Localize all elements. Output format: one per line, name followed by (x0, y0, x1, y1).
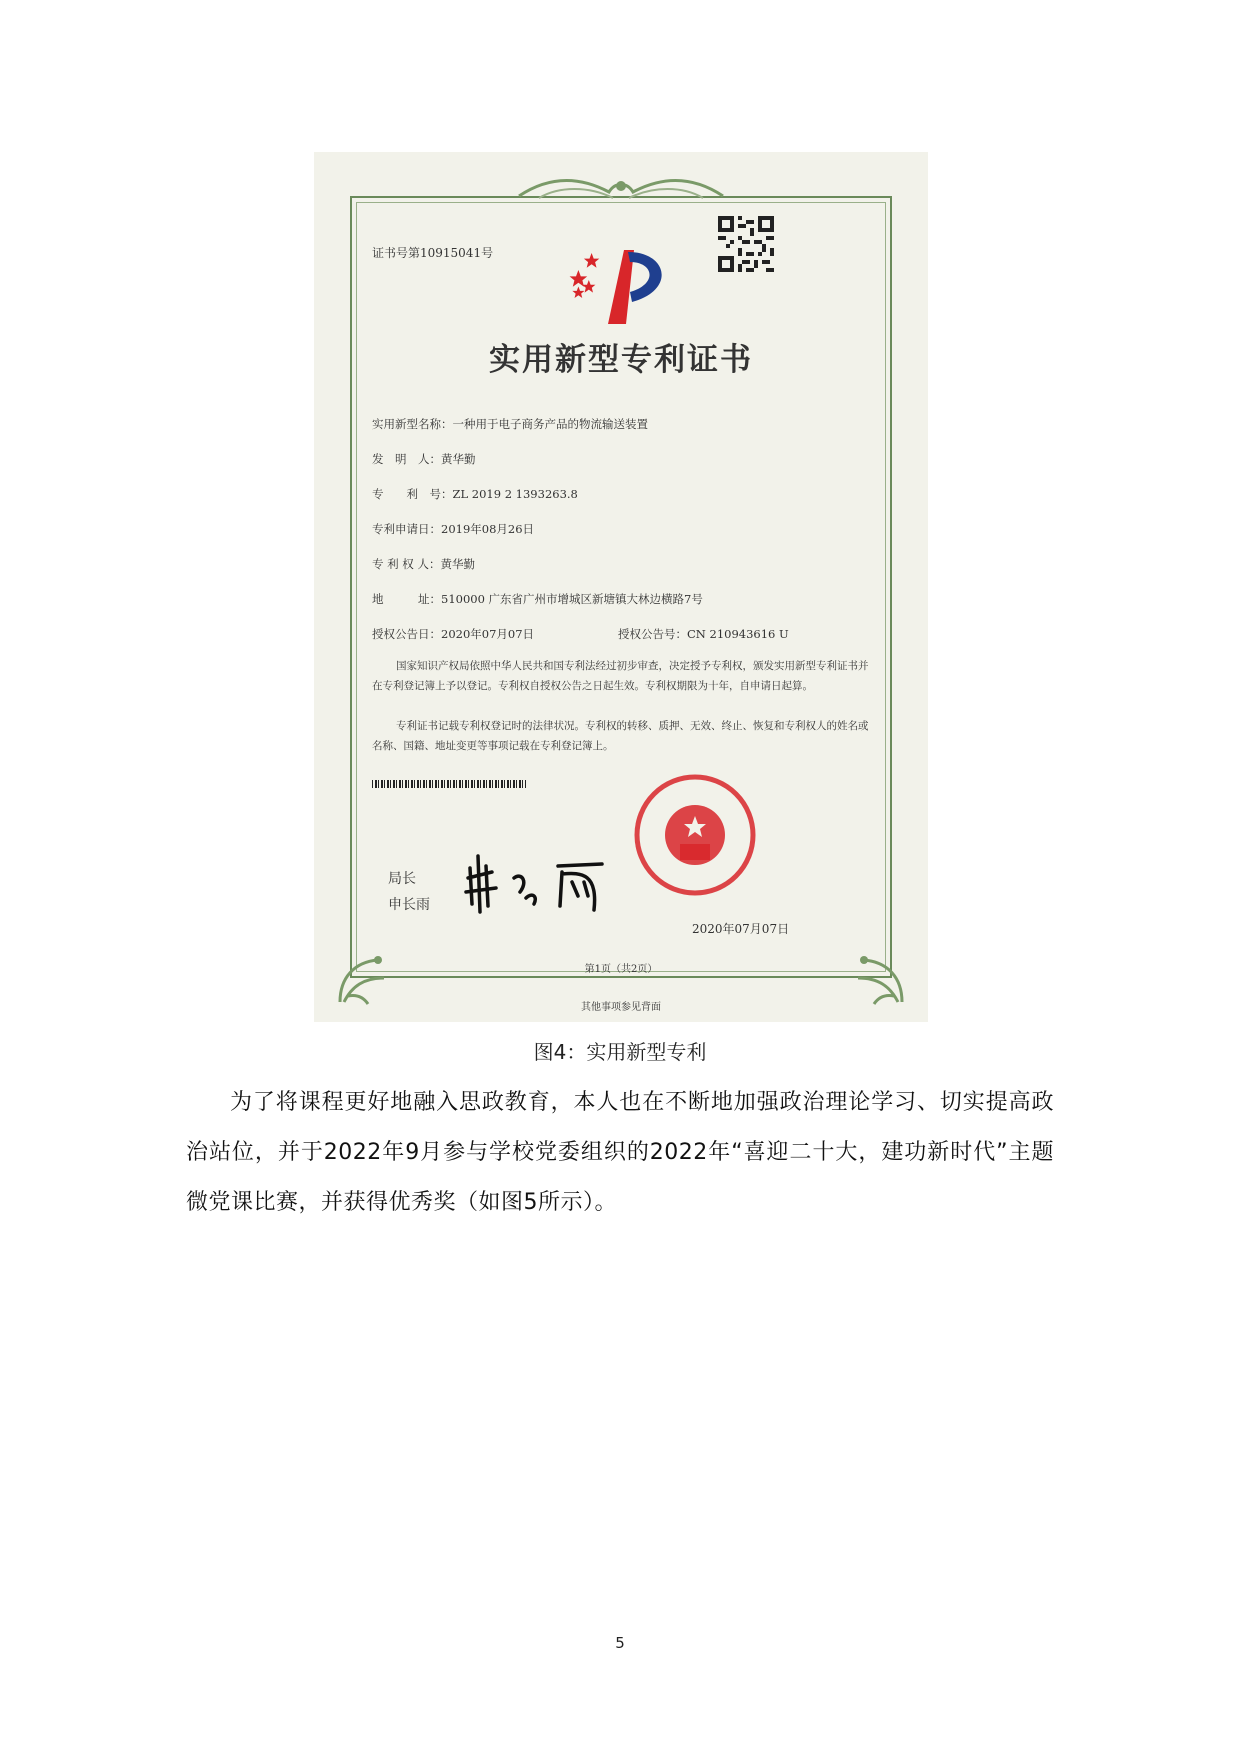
qr-code (718, 216, 774, 272)
signature (462, 848, 612, 918)
certificate-paragraph: 专利证书记载专利权登记时的法律状况。专利权的转移、质押、无效、终止、恢复和专利权人的姓名或名称、国籍、地址变更等事项记载在专利登记簿上。 (372, 720, 869, 752)
grant-number: 授权公告号：CN 210943616 U (618, 627, 789, 641)
field-value: 黄华勤 (441, 452, 476, 466)
field-patentee (372, 556, 475, 572)
field-label: 专 利 权 人： (372, 557, 441, 571)
certificate-paragraph: 国家知识产权局依照中华人民共和国专利法经过初步审查，决定授予专利权，颁发实用新型专利证书并在专利登记簿上予以登记。专利权自授权公告之日起生效。专利权期限为十年，自申请日起算。 (372, 660, 869, 692)
field-label: 地 址： (372, 592, 441, 606)
field-value: 510000 广东省广州市增城区新塘镇大林边横路7号 (441, 592, 703, 606)
field-address (372, 591, 703, 607)
back-note: 其他事项参见背面 (581, 1002, 661, 1013)
official-seal (632, 772, 758, 898)
field-patent-number (372, 486, 578, 502)
body-paragraph: 为了将课程更好地融入思政教育，本人也在不断地加强政治理论学习、切实提高政治站位，并于2022年9月参与学校党委组织的2022年“喜迎二十大，建功新时代”主题微党课比赛，并获得优秀奖（如图5所示）。 (186, 1090, 1054, 1215)
patent-office-logo (568, 246, 680, 326)
patent-certificate-image (314, 152, 928, 1022)
field-label: 专 利 号： (372, 487, 453, 501)
field-inventor (372, 451, 476, 467)
page-number: 5 (615, 1634, 625, 1652)
certificate-number: 证书号第10915041号 (372, 246, 494, 260)
field-label: 实用新型名称： (372, 417, 453, 431)
field-utility-model-name (372, 416, 648, 432)
field-value: 黄华勤 (440, 557, 475, 571)
top-ornament-icon (509, 172, 733, 206)
signatory-name: 申长雨 (388, 897, 430, 913)
barcode (372, 780, 526, 788)
field-label: 专利申请日： (372, 522, 441, 536)
signatory-title: 局长 (388, 871, 416, 887)
grant-date: 授权公告日：2020年07月07日 (372, 627, 535, 641)
field-value: 2019年08月26日 (441, 522, 535, 536)
field-application-date (372, 521, 534, 537)
figure-caption: 图4：实用新型专利 (533, 1040, 707, 1064)
field-value: ZL 2019 2 1393263.8 (452, 487, 578, 501)
field-label: 发 明 人： (372, 452, 441, 466)
certificate-title: 实用新型专利证书 (489, 342, 753, 378)
certificate-page-indicator: 第1页（共2页） (584, 964, 658, 975)
seal-date: 2020年07月07日 (692, 922, 790, 936)
field-value: 一种用于电子商务产品的物流输送装置 (452, 417, 648, 431)
